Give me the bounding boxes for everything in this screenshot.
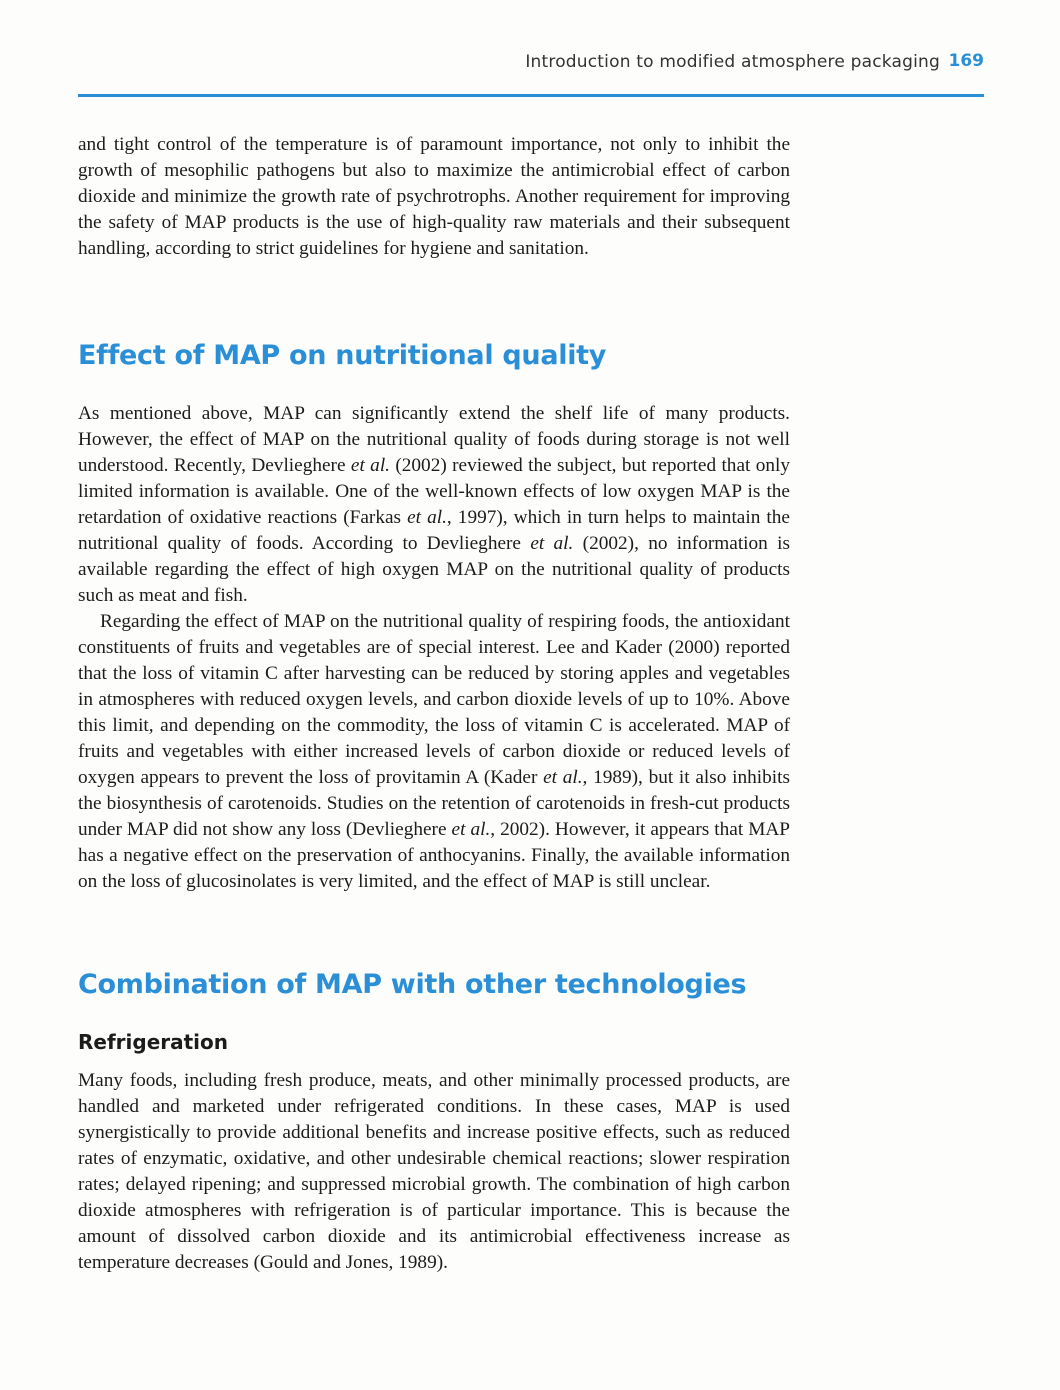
- text-run: (2002), no information is available regarding the effect of high oxygen MAP on the nutritional quality of products such as meat and fish.: [78, 533, 790, 606]
- text-run: , 1997), which in turn helps to maintain the nutritional quality of foods. According to Devlieghere: [78, 507, 790, 554]
- nutritional-paragraph-2: [78, 609, 790, 895]
- text-run: Regarding the effect of MAP on the nutritional quality of respiring foods, the antioxidant constituents of fruits and vegetables are of special interest. Lee and Kader (2000) reported that the loss of vitamin C after harvesting can be reduced by storing apples and vegetables in atmospheres with reduced oxygen levels, and carbon dioxide levels of up to 10%. Above this limit, and depending on the commodity, the loss of vitamin C is accelerated. MAP of fruits and vegetables with either increased levels of carbon dioxide or reduced levels of oxygen appears to prevent the loss of provitamin A (Kader: [78, 611, 790, 788]
- italic-run: et al.: [543, 767, 583, 788]
- italic-run: et al.: [407, 507, 447, 528]
- page-body: [78, 132, 790, 1276]
- running-title: Introduction to modified atmosphere packaging: [525, 52, 940, 72]
- text-run: (2002) reviewed the subject, but reported that only limited information is available. One of the well-known effects of low oxygen MAP is the retardation of oxidative reactions (Farkas: [78, 455, 790, 528]
- refrigeration-paragraph: Many foods, including fresh produce, meats, and other minimally processed products, are handled and marketed under refrigerated conditions. In these cases, MAP is used synergistically to provide additional benefits and increase positive effects, such as reduced rates of enzymatic, oxidative, and other undesirable chemical reactions; slower respiration rates; delayed ripening; and suppressed microbial growth. The combination of high carbon dioxide atmospheres with refrigeration is of particular importance. This is because the amount of dissolved carbon dioxide and its antimicrobial effectiveness increase as temperature decreases (Gould and Jones, 1989).: [78, 1070, 790, 1273]
- italic-run: et al.: [451, 819, 491, 840]
- text-run: As mentioned above, MAP can significantly extend the shelf life of many products. However, the effect of MAP on the nutritional quality of foods during storage is not well understood. Recently, Devlieghere: [78, 403, 790, 476]
- italic-run: et al.: [530, 533, 574, 554]
- subheading-refrigeration: Refrigeration: [78, 1030, 229, 1054]
- page-number: 169: [948, 51, 984, 71]
- italic-run: et al.: [350, 455, 390, 476]
- running-header: [78, 46, 984, 97]
- text-run: , 2002). However, it appears that MAP has a negative effect on the preservation of anthocyanins. Finally, the available information on the loss of glucosinolates is very limited, and the effect of MAP is still unclear.: [78, 819, 790, 892]
- section-heading-combination: Combination of MAP with other technologies: [78, 969, 747, 1000]
- intro-paragraph: and tight control of the temperature is of paramount importance, not only to inhibit the growth of mesophilic pathogens but also to maximize the antimicrobial effect of carbon dioxide and minimize the growth rate of psychrotrophs. Another requirement for improving the safety of MAP products is the use of high-quality raw materials and their subsequent handling, according to strict guidelines for hygiene and sanitation.: [78, 134, 790, 259]
- text-run: , 1989), but it also inhibits the biosynthesis of carotenoids. Studies on the retention of carotenoids in fresh-cut products under MAP did not show any loss (Devlieghere: [78, 767, 790, 840]
- section-heading-nutritional-quality: Effect of MAP on nutritional quality: [78, 340, 607, 371]
- nutritional-paragraph-1: [78, 401, 790, 609]
